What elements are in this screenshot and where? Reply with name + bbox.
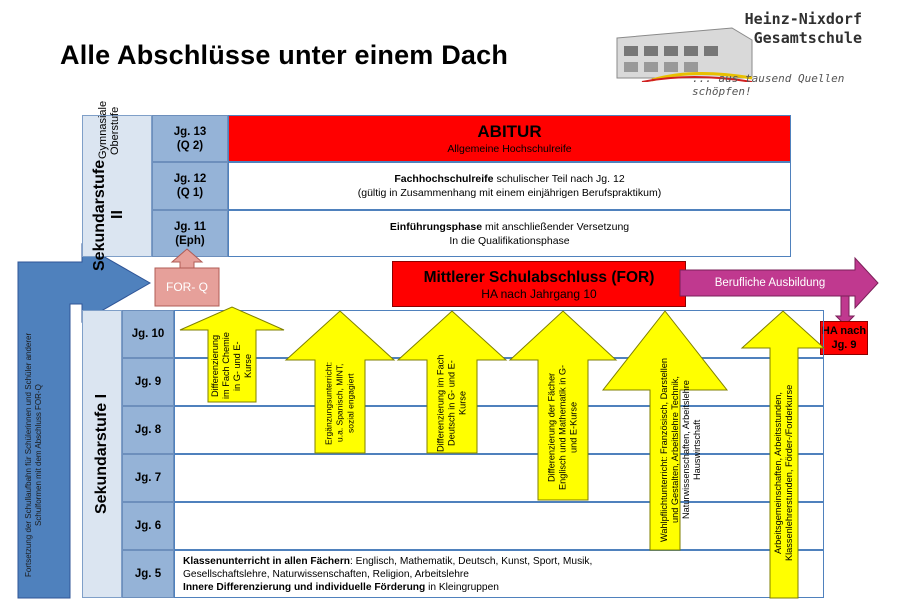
arrow-chemie-text: Differenzierung im Fach Chemie in G- und E-Kurse <box>210 332 253 400</box>
sek1-grade-5: Jg. 5 <box>122 550 174 598</box>
arrow-arbeitsgemeinschaften-text: Arbeitsgemeinschaften, Arbeitsstunden, Klassenlehrerstunden, Förder-/Forderkurse <box>773 384 794 562</box>
arrow-ergaenzung-text: Ergänzungsunterricht: u.a. Spanisch, MINT, sozial engagiert <box>323 361 356 445</box>
msa-title: Mittlerer Schulabschluss (FOR) <box>423 268 655 286</box>
abitur-subtitle: Allgemeine Hochschulreife <box>447 142 572 155</box>
sek2-label: Sekundarstufe II <box>91 159 126 271</box>
sek1-label: Sekundarstufe I <box>93 393 110 515</box>
jg5-content: Klassenunterricht in allen Fächern: Englisch, Mathematik, Deutsch, Kunst, Sport, Musik, Gesellschaftslehre, Naturwissenschaften, Religion, Arbeitslehre Innere Differenzierung und individuelle Förderung in Kleingruppen <box>183 556 593 593</box>
school-name: Heinz-Nixdorf Gesamtschule <box>744 10 862 47</box>
einfuehrungsphase-band: Einführungsphase mit anschließender Versetzung In die Qualifikationsphase <box>228 210 791 257</box>
sek2-grade-12: Jg. 12 (Q 1) <box>152 162 228 210</box>
abitur-title: ABITUR <box>477 121 542 141</box>
arrow-englisch-mathe-text: Differenzierung der Fächer Englisch und Mathematik in G- und E-Kurse <box>546 364 579 490</box>
arrow-deutsch-text: Differenzierung im Fach Deutsch in G- und E-Kurse <box>435 354 468 452</box>
msa-subtitle: HA nach Jahrgang 10 <box>481 286 597 301</box>
sek1-grade-6: Jg. 6 <box>122 502 174 550</box>
school-slogan: ... aus tausend Quellen schöpfen! <box>692 72 845 98</box>
sek1-grade-9: Jg. 9 <box>122 358 174 406</box>
fachhochschulreife-band: Fachhochschulreife schulischer Teil nach Jg. 12 (gültig in Zusammenhang mit einem einjährigen Berufspraktikum) <box>228 162 791 210</box>
sek1-grade-10: Jg. 10 <box>122 310 174 358</box>
berufliche-ausbildung-label: Berufliche Ausbildung <box>714 277 826 289</box>
for-q-label: FOR- Q <box>166 280 208 294</box>
sek2-grade-13: Jg. 13 (Q 2) <box>152 115 228 162</box>
sek1-grade-8: Jg. 8 <box>122 406 174 454</box>
ha-nach-jg9-box: HA nach Jg. 9 <box>820 321 868 355</box>
sek1-grade-7: Jg. 7 <box>122 454 174 502</box>
sek2-grade-11: Jg. 11 (Eph) <box>152 210 228 257</box>
side-entry-text: Fortsetzung der Schullaufbahn für Schülerinnen und Schüler anderer Schulformen mit dem Abschluss FOR-Q <box>24 332 43 578</box>
sek2-sublabel: Gymnasiale Oberstufe <box>97 101 121 160</box>
page-title: Alle Abschlüsse unter einem Dach <box>60 40 509 70</box>
arrow-wahlpflicht-text: Wahlpflichtunterricht: Französisch, Darstellen und Gestalten, Arbeitslehre Technik, Naturwissenschaften, Arbeitslehre Hauswirtschaft <box>659 358 702 542</box>
